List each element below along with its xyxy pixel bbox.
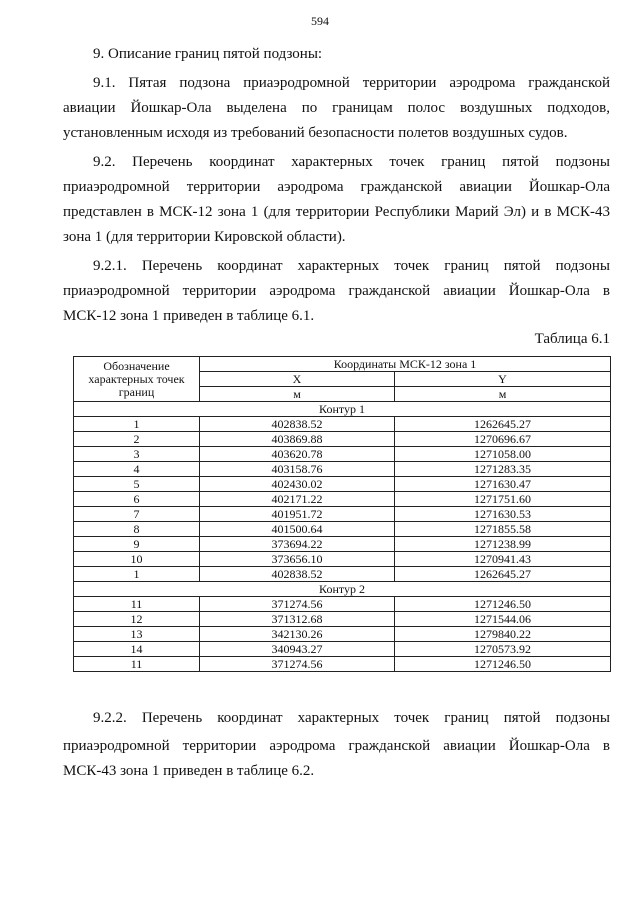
- y-coordinate-cell: 1279840.22: [395, 627, 611, 642]
- x-coordinate-cell: 373656.10: [200, 552, 395, 567]
- y-coordinate-cell: 1271630.53: [395, 507, 611, 522]
- contour-label: Контур 2: [74, 582, 611, 597]
- y-coordinate-cell: 1270941.43: [395, 552, 611, 567]
- point-id-cell: 11: [74, 657, 200, 672]
- table-row: [74, 522, 611, 537]
- paragraph-line: приаэродромной территории аэродрома гражданской авиации Йошкар-Ола: [63, 179, 610, 195]
- table-row: [74, 432, 611, 447]
- paragraph-line: представлен в МСК-12 зона 1 (для территории Республики Марий Эл) и в МСК-43: [63, 204, 610, 220]
- x-coordinate-cell: 402838.52: [200, 417, 395, 432]
- x-coordinate-cell: 403620.78: [200, 447, 395, 462]
- contour-header-row: [74, 402, 611, 417]
- table-caption: Таблица 6.1: [534, 331, 610, 347]
- x-coordinate-cell: 403158.76: [200, 462, 395, 477]
- y-coordinate-cell: 1270573.92: [395, 642, 611, 657]
- table-row: [74, 492, 611, 507]
- y-coordinate-cell: 1271283.35: [395, 462, 611, 477]
- point-id-cell: 7: [74, 507, 200, 522]
- section-heading: 9. Описание границ пятой подзоны:: [93, 46, 323, 62]
- paragraph-line: авиации Йошкар-Ола выделена по границам полос воздушных подходов,: [63, 100, 610, 116]
- paragraph-line: приаэродромной территории аэродрома гражданской авиации Йошкар-Ола в: [63, 283, 610, 299]
- x-coordinate-cell: 402171.22: [200, 492, 395, 507]
- contour-label: Контур 1: [74, 402, 611, 417]
- paragraph-line: зона 1 (для территории Кировской области).: [63, 229, 346, 245]
- table-row: [74, 417, 611, 432]
- x-unit: м: [200, 387, 395, 402]
- table-row: [74, 507, 611, 522]
- point-id-cell: 14: [74, 642, 200, 657]
- point-id-cell: 2: [74, 432, 200, 447]
- x-coordinate-cell: 371274.56: [200, 657, 395, 672]
- x-coordinate-cell: 371274.56: [200, 597, 395, 612]
- x-coordinate-cell: 340943.27: [200, 642, 395, 657]
- y-coordinate-cell: 1262645.27: [395, 417, 611, 432]
- page-number: 594: [311, 14, 329, 28]
- table-row: [74, 567, 611, 582]
- point-id-cell: 10: [74, 552, 200, 567]
- y-coordinate-cell: 1271246.50: [395, 657, 611, 672]
- x-coordinate-cell: 373694.22: [200, 537, 395, 552]
- table-row: [74, 642, 611, 657]
- point-id-cell: 1: [74, 417, 200, 432]
- y-coordinate-cell: 1271630.47: [395, 477, 611, 492]
- paragraph-line: 9.1. Пятая подзона приаэродромной территории аэродрома гражданской: [93, 75, 610, 91]
- x-coordinate-cell: 401951.72: [200, 507, 395, 522]
- point-id-cell: 6: [74, 492, 200, 507]
- x-coordinate-cell: 403869.88: [200, 432, 395, 447]
- x-coordinate-cell: 402838.52: [200, 567, 395, 582]
- y-coordinate-cell: 1271246.50: [395, 597, 611, 612]
- point-id-cell: 12: [74, 612, 200, 627]
- x-coordinate-cell: 342130.26: [200, 627, 395, 642]
- point-id-cell: 11: [74, 597, 200, 612]
- point-id-cell: 5: [74, 477, 200, 492]
- paragraph-line: МСК-12 зона 1 приведен в таблице 6.1.: [63, 308, 315, 324]
- point-id-cell: 13: [74, 627, 200, 642]
- point-designation-header: Обозначение характерных точек границ: [74, 357, 200, 402]
- x-coordinate-cell: 371312.68: [200, 612, 395, 627]
- table-row: [74, 462, 611, 477]
- x-coordinate-cell: 401500.64: [200, 522, 395, 537]
- y-coordinate-cell: 1271058.00: [395, 447, 611, 462]
- table-row: [74, 537, 611, 552]
- table-row: [74, 447, 611, 462]
- paragraph-line: 9.2.2. Перечень координат характерных точек границ пятой подзоны: [93, 710, 610, 726]
- paragraph-line: МСК-43 зона 1 приведен в таблице 6.2.: [63, 763, 315, 779]
- table-row: [74, 627, 611, 642]
- y-coordinate-cell: 1271855.58: [395, 522, 611, 537]
- table-row: [74, 552, 611, 567]
- paragraph-line: установленным исходя из требований безопасности полетов воздушных судов.: [63, 125, 568, 141]
- y-coordinate-cell: 1271544.06: [395, 612, 611, 627]
- table-row: [74, 597, 611, 612]
- y-coordinate-cell: 1271751.60: [395, 492, 611, 507]
- paragraph-line: 9.2. Перечень координат характерных точек границ пятой подзоны: [93, 154, 610, 170]
- point-id-cell: 3: [74, 447, 200, 462]
- contour-header-row: [74, 582, 611, 597]
- y-unit: м: [395, 387, 611, 402]
- table-row: [74, 612, 611, 627]
- paragraph-line: 9.2.1. Перечень координат характерных точек границ пятой подзоны: [93, 258, 610, 274]
- x-column-header: X: [200, 372, 395, 387]
- y-coordinate-cell: 1270696.67: [395, 432, 611, 447]
- x-coordinate-cell: 402430.02: [200, 477, 395, 492]
- point-id-cell: 1: [74, 567, 200, 582]
- y-coordinate-cell: 1271238.99: [395, 537, 611, 552]
- point-id-cell: 9: [74, 537, 200, 552]
- point-id-cell: 4: [74, 462, 200, 477]
- coordinates-header: Координаты МСК-12 зона 1: [200, 357, 611, 372]
- coordinates-table: [73, 356, 611, 672]
- y-column-header: Y: [395, 372, 611, 387]
- table-row: [74, 657, 611, 672]
- table-row: [74, 477, 611, 492]
- point-id-cell: 8: [74, 522, 200, 537]
- paragraph-line: приаэродромной территории аэродрома гражданской авиации Йошкар-Ола в: [63, 738, 610, 754]
- y-coordinate-cell: 1262645.27: [395, 567, 611, 582]
